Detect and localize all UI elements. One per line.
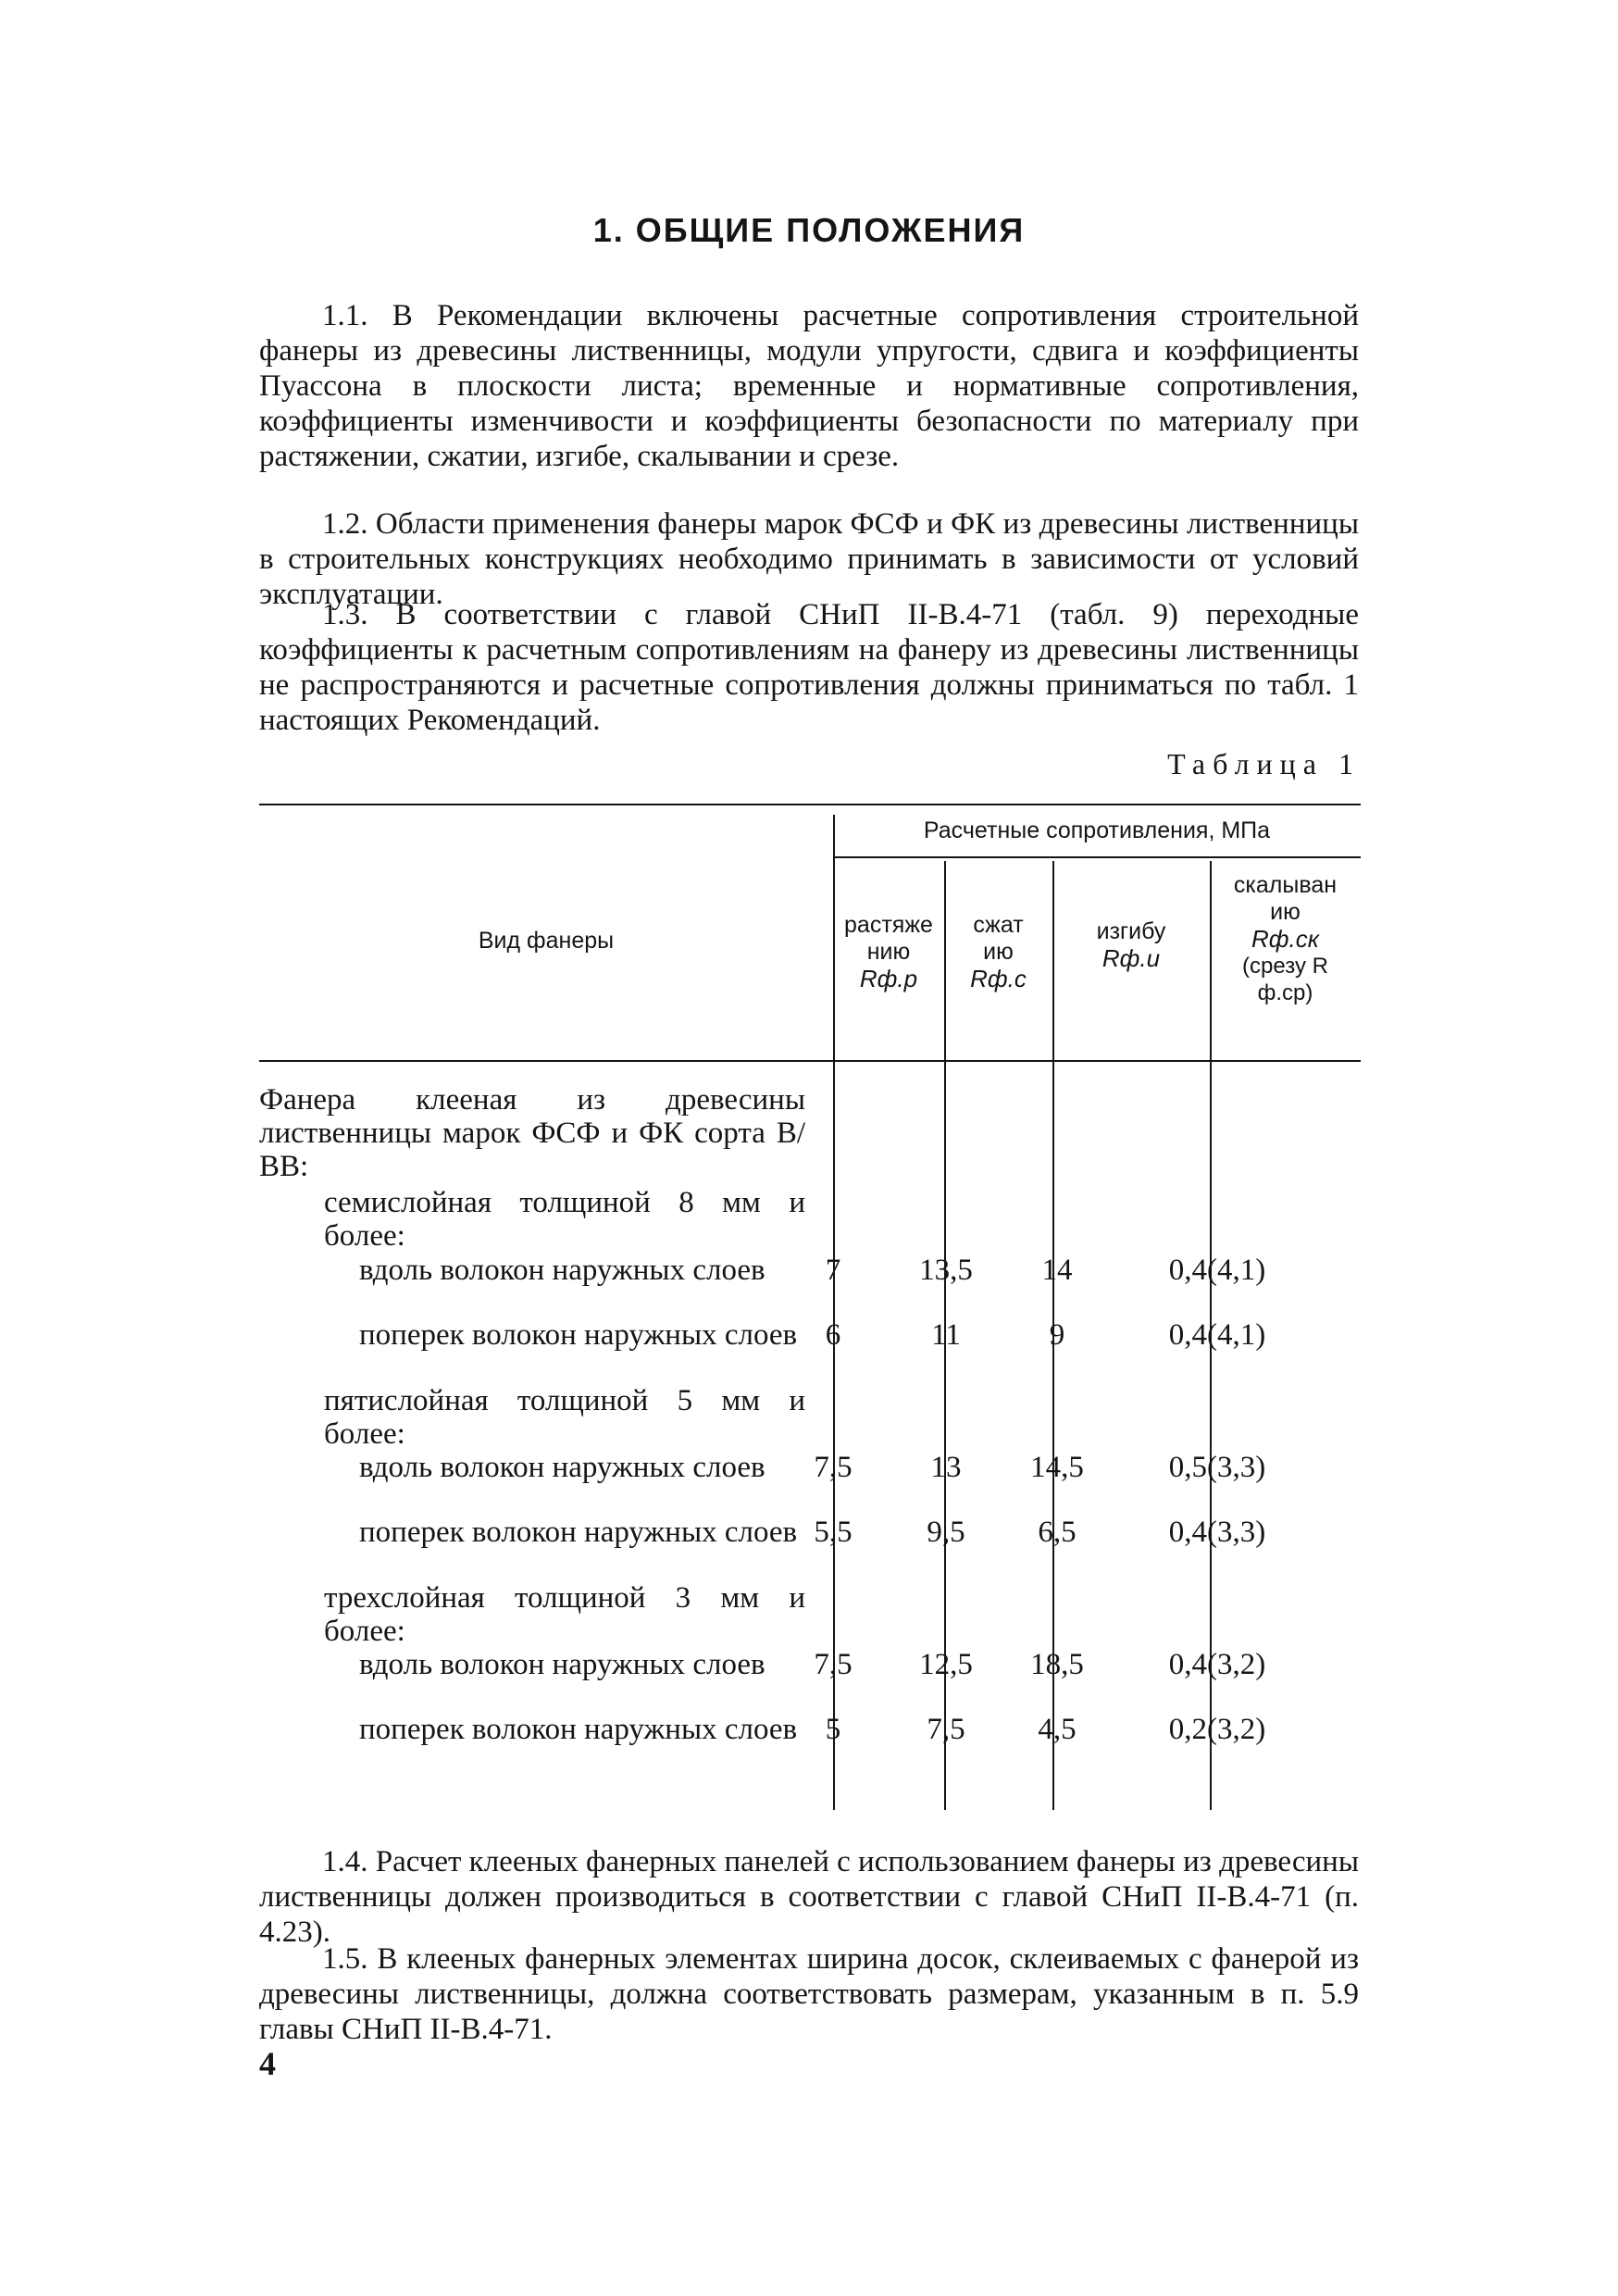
header-shear-symbol: Rф.ск [1251,925,1319,953]
paragraph-1-5: 1.5. В клееных фанерных элементах ширина досок, склеиваемых с фанерой из древесины лиственницы, должна соответствовать размерам, указанным в п. 5.9 главы СНиП II-В.4-71. [259,1942,1359,2046]
table-row: поперек волокон наружных слоев 6 11 9 0,4(4,1) [359,1318,1266,1352]
group-label: Фанера клееная из древесины лиственницы марок ФСФ и ФК сорта В/ВВ: [259,1083,805,1183]
table-row: вдоль волокон наружных слоев 7,5 12,5 18,5 0,4(3,2) [359,1648,1266,1681]
table-group-row [259,1083,1361,1183]
header-compression [944,912,1052,992]
header-tension-label: растяжению [844,912,933,965]
row-label: поперек волокон наружных слоев [359,1713,798,1746]
header-shear [1210,872,1361,1006]
header-bending [1052,918,1210,972]
row-label: поперек волокон наружных слоев [359,1516,798,1549]
row-label: семислойная толщиной 8 мм и более: [324,1186,805,1253]
row-label: вдоль волокон наружных слоев [359,1451,765,1484]
header-compression-label: сжатию [973,912,1024,965]
table-row: вдоль волокон наружных слоев 7 13,5 14 0,4(4,1) [359,1254,1266,1287]
row-label: вдоль волокон наружных слоев [359,1648,765,1681]
table-row: поперек волокон наружных слоев 5,5 9,5 6,5 0,4(3,3) [359,1516,1266,1549]
header-bottom-rule [259,1060,1361,1062]
table-row [259,1581,1361,1646]
paragraph-1-1: 1.1. В Рекомендации включены расчетные сопротивления строительной фанеры из древесины лиственницы, модули упругости, сдвига и коэффициенты Пуассона в плоскости листа; временные и нормативные сопротивления, коэффициенты изменчивости и коэффициенты безопасности по материалу при растяжении, сжатии, изгибе, скалывании и срезе. [259,299,1359,473]
page-number: 4 [259,2045,276,2082]
row-label: пятислойная толщиной 5 мм и более: [324,1384,805,1451]
group-header-rule [833,856,1361,858]
row-label: поперек волокон наружных слоев [359,1318,798,1352]
paragraph-1-2: 1.2. Области применения фанеры марок ФСФ и ФК из древесины лиственницы в строительных конструкциях необходимо принимать в зависимости от условий эксплуатации. [259,507,1359,611]
row-label: вдоль волокон наружных слоев [359,1254,765,1287]
table-row [259,1186,1361,1251]
row-label: трехслойная толщиной 3 мм и более: [324,1581,805,1648]
header-shear-label: скалыванию [1233,872,1338,925]
table-row: вдоль волокон наружных слоев 7,5 13 14,5 0,5(3,3) [359,1451,1266,1484]
paragraph-1-3: 1.3. В соответствии с главой СНиП II-В.4-71 (табл. 9) переходные коэффициенты к расчетным сопротивлениям на фанеру из древесины лиственницы не распространяются и расчетные сопротивления должны приниматься по табл. 1 настоящих Рекомендаций. [259,598,1359,737]
header-tension-symbol: Rф.р [859,965,918,992]
section-heading: 1. ОБЩИЕ ПОЛОЖЕНИЯ [592,211,1026,249]
table-caption: Таблица 1 [1167,747,1361,780]
table-top-rule [259,804,1361,805]
header-group: Расчетные сопротивления, МПа [923,817,1271,843]
paragraph-1-4: 1.4. Расчет клееных фанерных панелей с использованием фанеры из древесины лиственницы должен производиться в соответствии с главой СНиП II-В.4-71 (п. 4.23). [259,1845,1359,1949]
table-row: поперек волокон наружных слоев 5 7,5 4,5 0,2(3,2) [359,1713,1266,1746]
table-row [259,1384,1361,1449]
header-bending-label: изгибу [1096,918,1166,944]
header-tension [833,912,944,992]
header-bending-symbol: Rф.и [1101,944,1161,972]
header-vid-fanery: Вид фанеры [478,928,615,954]
header-compression-symbol: Rф.с [970,965,1027,992]
header-shear-extra: (срезу Rф.ср) [1242,954,1328,1005]
